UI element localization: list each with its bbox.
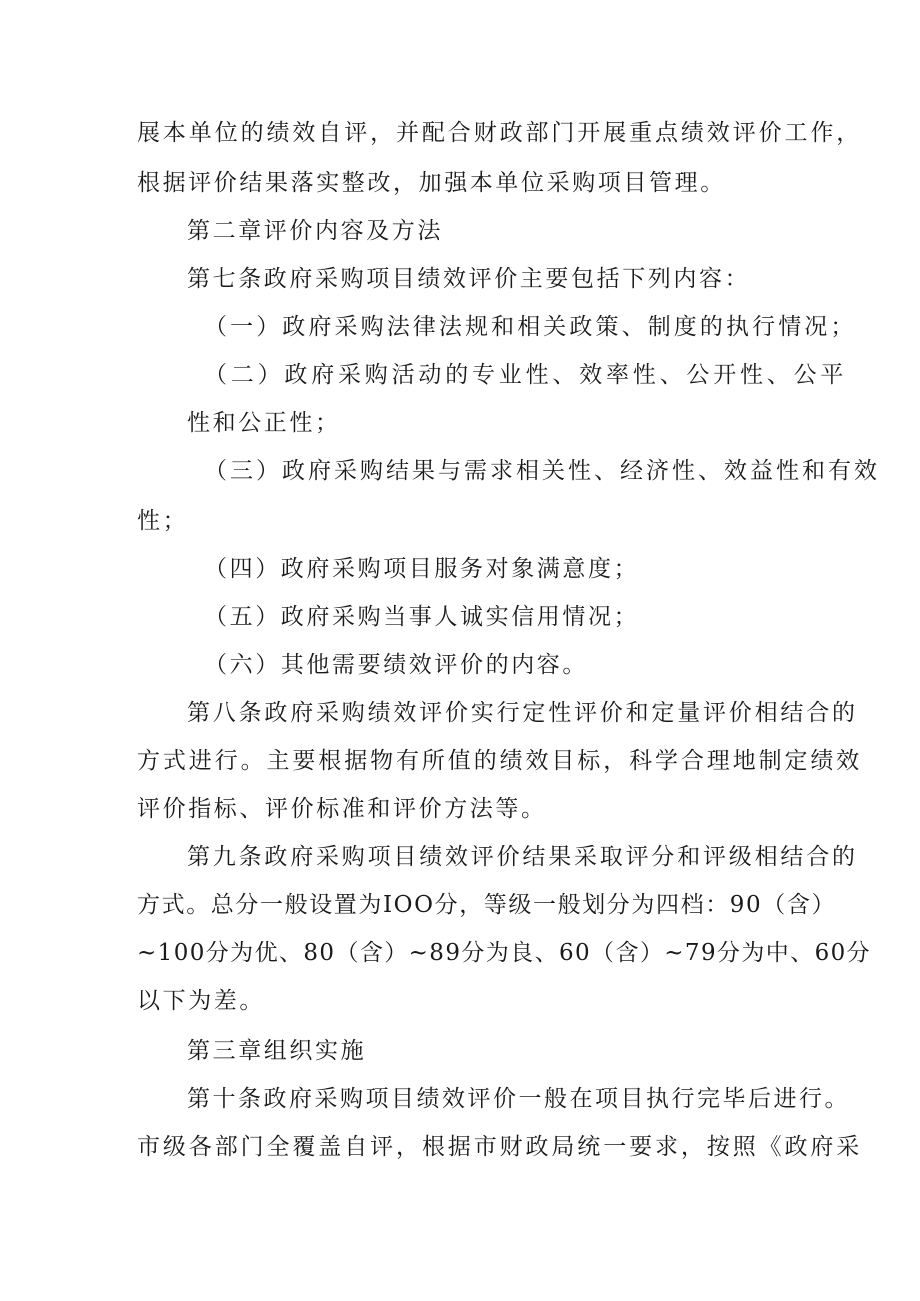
paragraph-line: 根据评价结果落实整改，加强本单位采购项目管理。 xyxy=(137,170,726,196)
list-item-1: （一）政府采购法律法规和相关政策、制度的执行情况； xyxy=(204,314,857,340)
list-item-4: （四）政府采购项目服务对象满意度； xyxy=(204,556,640,582)
article-10-line: 第十条政府采购项目绩效评价一般在项目执行完毕后进行。 xyxy=(187,1086,850,1112)
paragraph-line: 展本单位的绩效自评，并配合财政部门开展重点绩效评价工作， xyxy=(137,120,863,146)
article-9-line: 方式。总分一般设置为IOO分，等级一般划分为四档：90（含） xyxy=(137,892,837,918)
list-item-2-continued: 性和公正性； xyxy=(187,410,341,436)
article-9-line: 第九条政府采购项目绩效评价结果采取评分和评级相结合的 xyxy=(187,844,858,870)
article-9-line: 以下为差。 xyxy=(137,988,265,1014)
article-7-intro: 第七条政府采购项目绩效评价主要包括下列内容： xyxy=(187,266,751,292)
list-item-3-continued: 性； xyxy=(137,508,189,534)
list-item-5: （五）政府采购当事人诚实信用情况； xyxy=(204,604,640,630)
chapter-heading: 第三章组织实施 xyxy=(187,1038,367,1064)
article-8-line: 评价指标、评价标准和评价方法等。 xyxy=(137,796,547,822)
list-item-2: （二）政府采购活动的专业性、效率性、公开性、公平 xyxy=(204,362,848,388)
article-9-line: ~100分为优、80（含）~89分为良、60（含）~79分为中、60分 xyxy=(137,940,872,966)
article-10-line: 市级各部门全覆盖自评，根据市财政局统一要求，按照《政府采 xyxy=(137,1134,863,1160)
list-item-3: （三）政府采购结果与需求相关性、经济性、效益性和有效 xyxy=(204,458,880,484)
article-8-line: 方式进行。主要根据物有所值的绩效目标，科学合理地制定绩效 xyxy=(137,748,863,774)
chapter-heading: 第二章评价内容及方法 xyxy=(187,218,443,244)
article-8-line: 第八条政府采购绩效评价实行定性评价和定量评价相结合的 xyxy=(187,700,858,726)
list-item-6: （六）其他需要绩效评价的内容。 xyxy=(204,652,588,678)
